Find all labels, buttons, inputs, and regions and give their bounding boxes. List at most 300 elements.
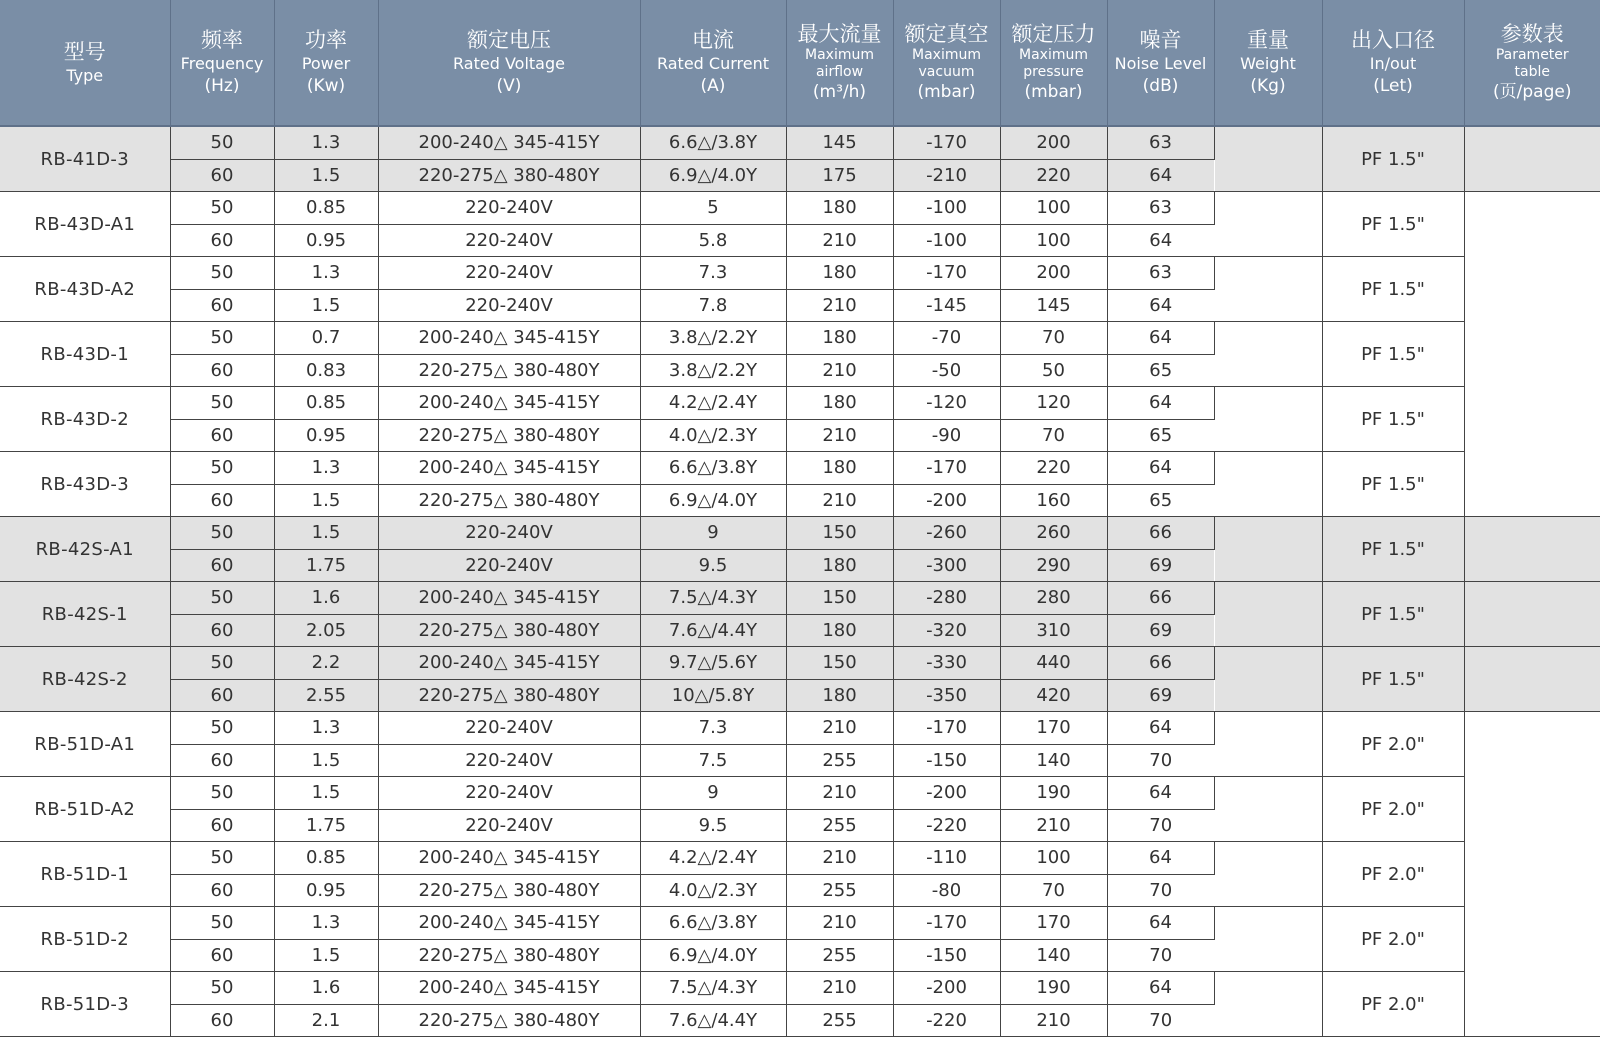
voltage-cell: 220-275△ 380-480Y bbox=[378, 354, 640, 387]
noise-cell: 64 bbox=[1107, 842, 1214, 875]
current-cell: 3.8△/2.2Y bbox=[640, 354, 786, 387]
frequency-cell: 50 bbox=[170, 452, 274, 485]
power-cell: 0.83 bbox=[274, 354, 378, 387]
voltage-cell: 220-240V bbox=[378, 777, 640, 810]
pressure-cell: 140 bbox=[1000, 744, 1107, 777]
model-type-cell: RB-51D-3 bbox=[0, 972, 170, 1037]
current-cell: 4.0△/2.3Y bbox=[640, 874, 786, 907]
pressure-cell: 280 bbox=[1000, 582, 1107, 615]
noise-cell: 66 bbox=[1107, 517, 1214, 550]
noise-cell: 65 bbox=[1107, 419, 1214, 452]
current-cell: 7.5 bbox=[640, 744, 786, 777]
airflow-cell: 145 bbox=[786, 126, 893, 159]
pressure-cell: 70 bbox=[1000, 322, 1107, 355]
pressure-cell: 200 bbox=[1000, 257, 1107, 290]
parameter-page-cell bbox=[1464, 257, 1600, 322]
pressure-cell: 120 bbox=[1000, 387, 1107, 420]
port-size-cell: PF 1.5" bbox=[1322, 387, 1464, 452]
frequency-cell: 50 bbox=[170, 712, 274, 745]
header-voltage-zh: 额定电压 bbox=[467, 27, 551, 52]
pressure-cell: 170 bbox=[1000, 712, 1107, 745]
frequency-cell: 50 bbox=[170, 972, 274, 1005]
airflow-cell: 175 bbox=[786, 159, 893, 192]
pressure-cell: 145 bbox=[1000, 289, 1107, 322]
frequency-cell: 60 bbox=[170, 549, 274, 582]
header-frequency-unit: (Hz) bbox=[204, 75, 240, 96]
pressure-cell: 100 bbox=[1000, 842, 1107, 875]
current-cell: 6.9△/4.0Y bbox=[640, 484, 786, 517]
table-row bbox=[0, 582, 1600, 615]
vacuum-cell: -90 bbox=[893, 419, 1000, 452]
frequency-cell: 60 bbox=[170, 354, 274, 387]
weight-cell bbox=[1214, 907, 1322, 972]
header-power-unit: (Kw) bbox=[306, 75, 346, 96]
vacuum-cell: -150 bbox=[893, 744, 1000, 777]
table-row bbox=[0, 777, 1600, 810]
airflow-cell: 210 bbox=[786, 484, 893, 517]
noise-cell: 70 bbox=[1107, 939, 1214, 972]
power-cell: 1.5 bbox=[274, 159, 378, 192]
vacuum-cell: -120 bbox=[893, 387, 1000, 420]
parameter-page-cell bbox=[1464, 322, 1600, 387]
vacuum-cell: -170 bbox=[893, 712, 1000, 745]
noise-cell: 69 bbox=[1107, 549, 1214, 582]
airflow-cell: 150 bbox=[786, 582, 893, 615]
current-cell: 9.5 bbox=[640, 549, 786, 582]
header-vacuum-en2: vacuum bbox=[918, 63, 975, 80]
voltage-cell: 220-275△ 380-480Y bbox=[378, 939, 640, 972]
weight-cell bbox=[1214, 387, 1322, 452]
power-cell: 1.6 bbox=[274, 972, 378, 1005]
power-cell: 1.75 bbox=[274, 809, 378, 842]
noise-cell: 69 bbox=[1107, 679, 1214, 712]
airflow-cell: 180 bbox=[786, 614, 893, 647]
airflow-cell: 210 bbox=[786, 712, 893, 745]
header-param-en2: table bbox=[1514, 63, 1550, 80]
header-noise-unit: (dB) bbox=[1142, 75, 1179, 96]
current-cell: 9 bbox=[640, 777, 786, 810]
voltage-cell: 200-240△ 345-415Y bbox=[378, 126, 640, 159]
weight-cell bbox=[1214, 322, 1322, 387]
vacuum-cell: -170 bbox=[893, 907, 1000, 940]
weight-cell bbox=[1214, 712, 1322, 777]
header-param-unit: (页/page) bbox=[1493, 81, 1572, 102]
power-cell: 1.5 bbox=[274, 939, 378, 972]
voltage-cell: 220-240V bbox=[378, 712, 640, 745]
voltage-cell: 220-240V bbox=[378, 257, 640, 290]
voltage-cell: 200-240△ 345-415Y bbox=[378, 842, 640, 875]
voltage-cell: 220-275△ 380-480Y bbox=[378, 874, 640, 907]
header-voltage-unit: (V) bbox=[496, 75, 522, 96]
frequency-cell: 60 bbox=[170, 419, 274, 452]
header-current-zh: 电流 bbox=[692, 27, 734, 52]
current-cell: 7.3 bbox=[640, 712, 786, 745]
noise-cell: 64 bbox=[1107, 322, 1214, 355]
airflow-cell: 180 bbox=[786, 679, 893, 712]
header-param-zh: 参数表 bbox=[1500, 21, 1564, 46]
header-weight-en: Weight bbox=[1240, 53, 1296, 73]
frequency-cell: 60 bbox=[170, 744, 274, 777]
airflow-cell: 210 bbox=[786, 224, 893, 257]
airflow-cell: 180 bbox=[786, 192, 893, 225]
voltage-cell: 220-240V bbox=[378, 744, 640, 777]
model-type-cell: RB-42S-2 bbox=[0, 647, 170, 712]
airflow-cell: 210 bbox=[786, 972, 893, 1005]
vacuum-cell: -170 bbox=[893, 452, 1000, 485]
current-cell: 5 bbox=[640, 192, 786, 225]
frequency-cell: 50 bbox=[170, 126, 274, 159]
header-frequency bbox=[170, 0, 274, 126]
vacuum-cell: -170 bbox=[893, 126, 1000, 159]
frequency-cell: 60 bbox=[170, 874, 274, 907]
frequency-cell: 50 bbox=[170, 842, 274, 875]
airflow-cell: 210 bbox=[786, 419, 893, 452]
table-row bbox=[0, 712, 1600, 745]
header-pressure-zh: 额定压力 bbox=[1011, 21, 1096, 46]
power-cell: 1.5 bbox=[274, 517, 378, 550]
airflow-cell: 180 bbox=[786, 257, 893, 290]
noise-cell: 70 bbox=[1107, 809, 1214, 842]
port-size-cell: PF 2.0" bbox=[1322, 907, 1464, 972]
noise-cell: 69 bbox=[1107, 614, 1214, 647]
noise-cell: 70 bbox=[1107, 1004, 1214, 1037]
port-size-cell: PF 1.5" bbox=[1322, 452, 1464, 517]
power-cell: 0.85 bbox=[274, 192, 378, 225]
current-cell: 6.6△/3.8Y bbox=[640, 907, 786, 940]
frequency-cell: 60 bbox=[170, 289, 274, 322]
table-row bbox=[0, 647, 1600, 680]
model-type-cell: RB-41D-3 bbox=[0, 126, 170, 192]
current-cell: 4.2△/2.4Y bbox=[640, 387, 786, 420]
header-type-en: Type bbox=[66, 65, 104, 85]
port-size-cell: PF 2.0" bbox=[1322, 777, 1464, 842]
vacuum-cell: -100 bbox=[893, 192, 1000, 225]
header-vacuum-en1: Maximum bbox=[912, 46, 981, 63]
power-cell: 0.95 bbox=[274, 419, 378, 452]
table-header bbox=[0, 0, 1600, 126]
header-voltage-en: Rated Voltage bbox=[453, 53, 565, 73]
power-cell: 0.95 bbox=[274, 224, 378, 257]
pressure-cell: 100 bbox=[1000, 192, 1107, 225]
model-type-cell: RB-51D-A2 bbox=[0, 777, 170, 842]
voltage-cell: 200-240△ 345-415Y bbox=[378, 452, 640, 485]
power-cell: 2.1 bbox=[274, 1004, 378, 1037]
model-type-cell: RB-51D-1 bbox=[0, 842, 170, 907]
table-row bbox=[0, 972, 1600, 1005]
table-row bbox=[0, 126, 1600, 159]
noise-cell: 70 bbox=[1107, 744, 1214, 777]
noise-cell: 64 bbox=[1107, 777, 1214, 810]
model-type-cell: RB-43D-2 bbox=[0, 387, 170, 452]
table-row bbox=[0, 192, 1600, 225]
voltage-cell: 200-240△ 345-415Y bbox=[378, 322, 640, 355]
current-cell: 6.9△/4.0Y bbox=[640, 939, 786, 972]
header-rated-current bbox=[640, 0, 786, 126]
noise-cell: 66 bbox=[1107, 647, 1214, 680]
airflow-cell: 210 bbox=[786, 907, 893, 940]
vacuum-cell: -200 bbox=[893, 972, 1000, 1005]
voltage-cell: 220-240V bbox=[378, 192, 640, 225]
table-row bbox=[0, 452, 1600, 485]
header-weight-zh: 重量 bbox=[1247, 27, 1289, 52]
header-current-en: Rated Current bbox=[656, 53, 770, 73]
vacuum-cell: -100 bbox=[893, 224, 1000, 257]
vacuum-cell: -220 bbox=[893, 1004, 1000, 1037]
vacuum-cell: -170 bbox=[893, 257, 1000, 290]
voltage-cell: 220-240V bbox=[378, 517, 640, 550]
airflow-cell: 210 bbox=[786, 842, 893, 875]
table-row bbox=[0, 257, 1600, 290]
model-type-cell: RB-51D-A1 bbox=[0, 712, 170, 777]
pressure-cell: 100 bbox=[1000, 224, 1107, 257]
vacuum-cell: -200 bbox=[893, 777, 1000, 810]
noise-cell: 63 bbox=[1107, 257, 1214, 290]
airflow-cell: 180 bbox=[786, 322, 893, 355]
table-row bbox=[0, 322, 1600, 355]
voltage-cell: 220-240V bbox=[378, 809, 640, 842]
header-weight bbox=[1214, 0, 1322, 126]
weight-cell bbox=[1214, 972, 1322, 1037]
pressure-cell: 200 bbox=[1000, 126, 1107, 159]
pressure-cell: 170 bbox=[1000, 907, 1107, 940]
parameter-page-cell bbox=[1464, 777, 1600, 842]
weight-cell bbox=[1214, 452, 1322, 517]
noise-cell: 65 bbox=[1107, 354, 1214, 387]
weight-cell bbox=[1214, 582, 1322, 647]
frequency-cell: 60 bbox=[170, 1004, 274, 1037]
frequency-cell: 50 bbox=[170, 322, 274, 355]
frequency-cell: 60 bbox=[170, 224, 274, 257]
noise-cell: 64 bbox=[1107, 224, 1214, 257]
header-max-pressure bbox=[1000, 0, 1107, 126]
weight-cell bbox=[1214, 126, 1322, 192]
frequency-cell: 50 bbox=[170, 257, 274, 290]
vacuum-cell: -70 bbox=[893, 322, 1000, 355]
parameter-page-cell bbox=[1464, 126, 1600, 192]
noise-cell: 64 bbox=[1107, 159, 1214, 192]
current-cell: 3.8△/2.2Y bbox=[640, 322, 786, 355]
port-size-cell: PF 1.5" bbox=[1322, 517, 1464, 582]
frequency-cell: 60 bbox=[170, 939, 274, 972]
pressure-cell: 220 bbox=[1000, 159, 1107, 192]
voltage-cell: 220-275△ 380-480Y bbox=[378, 484, 640, 517]
vacuum-cell: -80 bbox=[893, 874, 1000, 907]
voltage-cell: 200-240△ 345-415Y bbox=[378, 387, 640, 420]
model-type-cell: RB-43D-1 bbox=[0, 322, 170, 387]
pressure-cell: 190 bbox=[1000, 972, 1107, 1005]
airflow-cell: 255 bbox=[786, 874, 893, 907]
pressure-cell: 210 bbox=[1000, 1004, 1107, 1037]
pressure-cell: 310 bbox=[1000, 614, 1107, 647]
header-noise-en: Noise Level bbox=[1114, 53, 1207, 73]
voltage-cell: 220-275△ 380-480Y bbox=[378, 614, 640, 647]
voltage-cell: 220-275△ 380-480Y bbox=[378, 679, 640, 712]
header-type bbox=[0, 0, 170, 126]
header-type-zh: 型号 bbox=[63, 39, 106, 64]
header-airflow-unit: (m³/h) bbox=[812, 81, 867, 102]
frequency-cell: 50 bbox=[170, 647, 274, 680]
power-cell: 1.3 bbox=[274, 452, 378, 485]
pressure-cell: 70 bbox=[1000, 874, 1107, 907]
vacuum-cell: -200 bbox=[893, 484, 1000, 517]
current-cell: 9.5 bbox=[640, 809, 786, 842]
vacuum-cell: -210 bbox=[893, 159, 1000, 192]
port-size-cell: PF 2.0" bbox=[1322, 842, 1464, 907]
current-cell: 4.2△/2.4Y bbox=[640, 842, 786, 875]
voltage-cell: 220-275△ 380-480Y bbox=[378, 419, 640, 452]
current-cell: 6.6△/3.8Y bbox=[640, 452, 786, 485]
voltage-cell: 200-240△ 345-415Y bbox=[378, 972, 640, 1005]
model-type-cell: RB-43D-A2 bbox=[0, 257, 170, 322]
header-current-unit: (A) bbox=[700, 75, 726, 96]
airflow-cell: 180 bbox=[786, 452, 893, 485]
current-cell: 7.5△/4.3Y bbox=[640, 972, 786, 1005]
frequency-cell: 60 bbox=[170, 614, 274, 647]
pressure-cell: 50 bbox=[1000, 354, 1107, 387]
power-cell: 0.85 bbox=[274, 842, 378, 875]
noise-cell: 65 bbox=[1107, 484, 1214, 517]
power-cell: 0.95 bbox=[274, 874, 378, 907]
pressure-cell: 420 bbox=[1000, 679, 1107, 712]
noise-cell: 64 bbox=[1107, 907, 1214, 940]
voltage-cell: 200-240△ 345-415Y bbox=[378, 582, 640, 615]
noise-cell: 64 bbox=[1107, 712, 1214, 745]
table-body bbox=[0, 126, 1600, 1037]
table-row bbox=[0, 842, 1600, 875]
noise-cell: 63 bbox=[1107, 126, 1214, 159]
header-inout-unit: (Let) bbox=[1373, 75, 1413, 96]
header-frequency-zh: 频率 bbox=[201, 27, 243, 52]
noise-cell: 64 bbox=[1107, 452, 1214, 485]
header-weight-unit: (Kg) bbox=[1250, 75, 1286, 96]
header-frequency-en: Frequency bbox=[180, 53, 264, 73]
model-type-cell: RB-51D-2 bbox=[0, 907, 170, 972]
frequency-cell: 50 bbox=[170, 517, 274, 550]
vacuum-cell: -110 bbox=[893, 842, 1000, 875]
frequency-cell: 50 bbox=[170, 907, 274, 940]
current-cell: 10△/5.8Y bbox=[640, 679, 786, 712]
header-parameter-table bbox=[1464, 0, 1600, 126]
parameter-page-cell bbox=[1464, 452, 1600, 517]
vacuum-cell: -330 bbox=[893, 647, 1000, 680]
pressure-cell: 160 bbox=[1000, 484, 1107, 517]
noise-cell: 70 bbox=[1107, 874, 1214, 907]
noise-cell: 63 bbox=[1107, 192, 1214, 225]
pressure-cell: 190 bbox=[1000, 777, 1107, 810]
frequency-cell: 50 bbox=[170, 387, 274, 420]
airflow-cell: 210 bbox=[786, 289, 893, 322]
voltage-cell: 220-275△ 380-480Y bbox=[378, 159, 640, 192]
header-max-vacuum bbox=[893, 0, 1000, 126]
port-size-cell: PF 2.0" bbox=[1322, 712, 1464, 777]
parameter-page-cell bbox=[1464, 842, 1600, 907]
frequency-cell: 50 bbox=[170, 777, 274, 810]
airflow-cell: 255 bbox=[786, 744, 893, 777]
power-cell: 2.05 bbox=[274, 614, 378, 647]
header-in-out bbox=[1322, 0, 1464, 126]
airflow-cell: 255 bbox=[786, 939, 893, 972]
header-noise-zh: 噪音 bbox=[1139, 27, 1182, 52]
header-max-airflow bbox=[786, 0, 893, 126]
header-inout-zh: 出入口径 bbox=[1351, 27, 1435, 52]
parameter-page-cell bbox=[1464, 972, 1600, 1037]
power-cell: 1.5 bbox=[274, 744, 378, 777]
power-cell: 0.7 bbox=[274, 322, 378, 355]
header-airflow-en1: Maximum bbox=[805, 46, 874, 63]
power-cell: 1.5 bbox=[274, 484, 378, 517]
port-size-cell: PF 2.0" bbox=[1322, 972, 1464, 1037]
power-cell: 0.85 bbox=[274, 387, 378, 420]
vacuum-cell: -350 bbox=[893, 679, 1000, 712]
port-size-cell: PF 1.5" bbox=[1322, 126, 1464, 192]
power-cell: 2.55 bbox=[274, 679, 378, 712]
current-cell: 7.8 bbox=[640, 289, 786, 322]
model-type-cell: RB-42S-A1 bbox=[0, 517, 170, 582]
airflow-cell: 210 bbox=[786, 354, 893, 387]
power-cell: 2.2 bbox=[274, 647, 378, 680]
model-type-cell: RB-42S-1 bbox=[0, 582, 170, 647]
port-size-cell: PF 1.5" bbox=[1322, 257, 1464, 322]
port-size-cell: PF 1.5" bbox=[1322, 582, 1464, 647]
vacuum-cell: -220 bbox=[893, 809, 1000, 842]
current-cell: 6.9△/4.0Y bbox=[640, 159, 786, 192]
vacuum-cell: -320 bbox=[893, 614, 1000, 647]
header-pressure-unit: (mbar) bbox=[1024, 81, 1083, 102]
weight-cell bbox=[1214, 842, 1322, 907]
vacuum-cell: -260 bbox=[893, 517, 1000, 550]
pressure-cell: 140 bbox=[1000, 939, 1107, 972]
frequency-cell: 60 bbox=[170, 159, 274, 192]
frequency-cell: 50 bbox=[170, 582, 274, 615]
table-row bbox=[0, 907, 1600, 940]
header-pressure-en2: pressure bbox=[1023, 63, 1084, 80]
pressure-cell: 210 bbox=[1000, 809, 1107, 842]
noise-cell: 64 bbox=[1107, 289, 1214, 322]
parameter-page-cell bbox=[1464, 712, 1600, 777]
power-cell: 1.3 bbox=[274, 712, 378, 745]
header-airflow-zh: 最大流量 bbox=[797, 21, 882, 46]
noise-cell: 66 bbox=[1107, 582, 1214, 615]
airflow-cell: 150 bbox=[786, 647, 893, 680]
parameter-page-cell bbox=[1464, 907, 1600, 972]
header-rated-voltage bbox=[378, 0, 640, 126]
header-inout-en: In/out bbox=[1369, 53, 1417, 73]
header-vacuum-unit: (mbar) bbox=[917, 81, 976, 102]
frequency-cell: 60 bbox=[170, 484, 274, 517]
power-cell: 1.3 bbox=[274, 126, 378, 159]
model-type-cell: RB-43D-A1 bbox=[0, 192, 170, 257]
voltage-cell: 220-240V bbox=[378, 549, 640, 582]
vacuum-cell: -300 bbox=[893, 549, 1000, 582]
header-power-zh: 功率 bbox=[305, 27, 347, 52]
weight-cell bbox=[1214, 647, 1322, 712]
voltage-cell: 200-240△ 345-415Y bbox=[378, 647, 640, 680]
current-cell: 9 bbox=[640, 517, 786, 550]
power-cell: 1.3 bbox=[274, 257, 378, 290]
power-cell: 1.5 bbox=[274, 289, 378, 322]
header-noise-level bbox=[1107, 0, 1214, 126]
pressure-cell: 440 bbox=[1000, 647, 1107, 680]
voltage-cell: 220-275△ 380-480Y bbox=[378, 1004, 640, 1037]
vacuum-cell: -150 bbox=[893, 939, 1000, 972]
current-cell: 7.3 bbox=[640, 257, 786, 290]
header-param-en1: Parameter bbox=[1495, 46, 1569, 63]
airflow-cell: 255 bbox=[786, 1004, 893, 1037]
current-cell: 9.7△/5.6Y bbox=[640, 647, 786, 680]
current-cell: 7.5△/4.3Y bbox=[640, 582, 786, 615]
table-row bbox=[0, 517, 1600, 550]
parameter-page-cell bbox=[1464, 192, 1600, 257]
